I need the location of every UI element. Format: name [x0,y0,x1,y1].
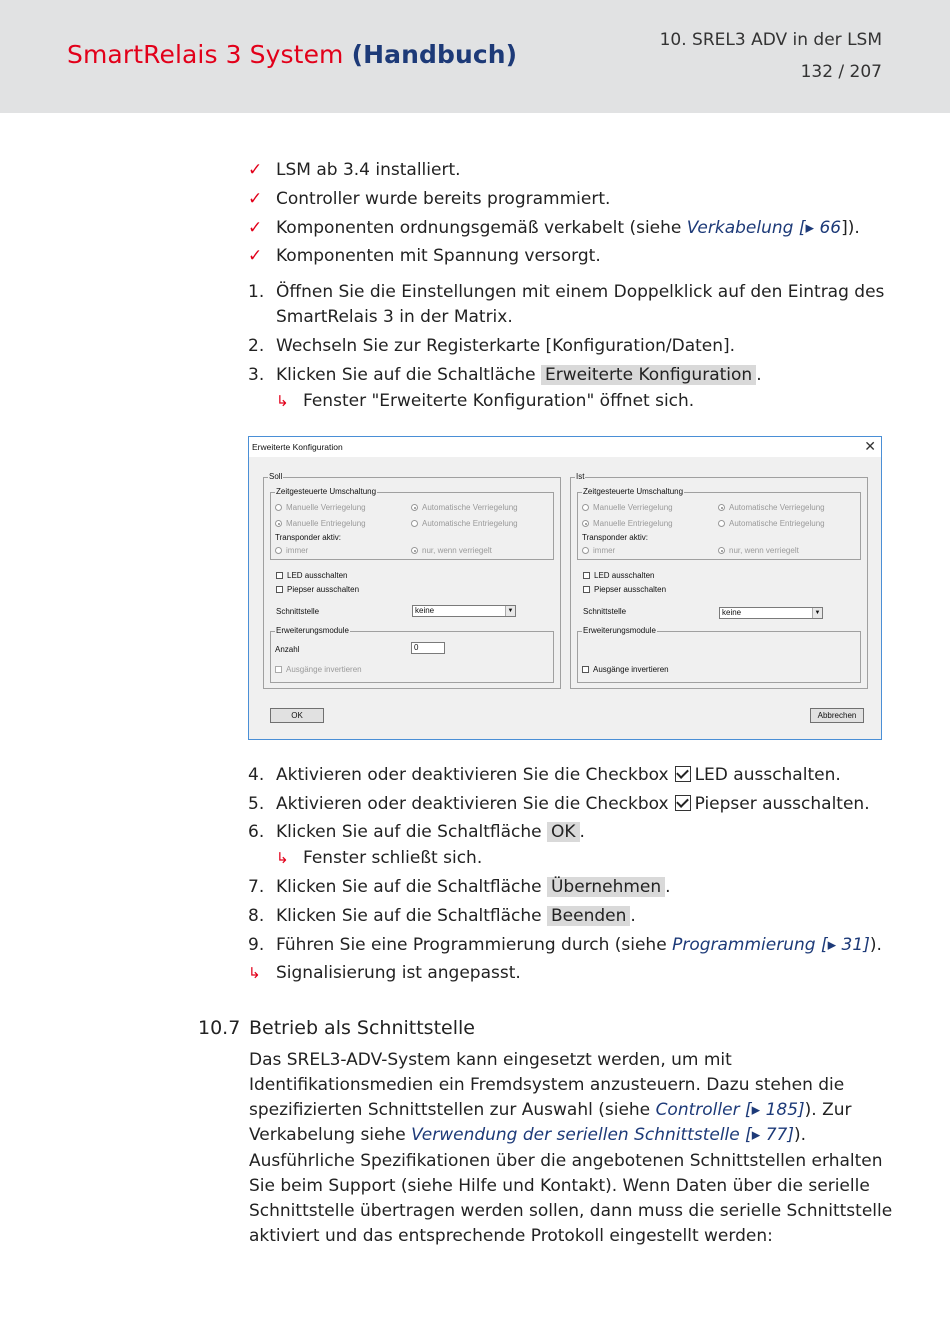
step-text [276,906,636,926]
step-text [276,935,882,955]
radio-icon [582,547,589,554]
step-number: 7. [248,877,265,897]
link-page: 66 [819,218,842,238]
paragraph-text: Verkabelung siehe [249,1125,412,1145]
link-page: 31 [841,935,864,955]
step-text-part: . [756,365,762,385]
paragraph-line [249,1100,852,1120]
radio-manuelle-verriegelung[interactable] [582,503,673,512]
chapter-title: 10. SREL3 ADV in der LSM [659,30,882,50]
schnittstelle-select[interactable] [719,607,823,619]
radio-label: Automatische Entriegelung [422,519,518,528]
radio-nur-wenn-verriegelt[interactable] [718,546,799,555]
radio-label: Manuelle Entriegelung [286,519,366,528]
radio-icon [718,504,725,511]
step-text-part: . [630,906,636,926]
group-erweiterungsmodule [270,626,554,683]
step-number: 8. [248,906,265,926]
checkbox-led-ausschalten[interactable] [276,571,347,580]
paragraph-line: Das SREL3-ADV-System kann eingesetzt werden, um mit [249,1050,732,1070]
radio-label: Manuelle Verriegelung [286,503,366,512]
checkbox-led-ausschalten[interactable] [583,571,654,580]
link-close: ] [863,935,870,955]
radio-manuelle-verriegelung[interactable] [275,503,366,512]
radio-immer[interactable] [275,546,308,555]
paragraph-line: aktiviert und das entsprechende Protokoll eingestellt werden: [249,1226,773,1246]
check-icon: ✓ [248,218,263,238]
paragraph-text: ). Zur [804,1100,852,1120]
group-label: Zeitgesteuerte Umschaltung [583,487,684,496]
radio-icon [275,520,282,527]
link-triangle-icon: ▸ [805,218,815,238]
result-arrow-icon: ↳ [276,849,289,867]
group-zeitgesteuert [270,487,554,560]
checkbox-icon [276,586,283,593]
radio-label: Automatische Verriegelung [422,503,518,512]
transponder-label: Transponder aktiv: [275,533,341,542]
radio-label: immer [593,546,616,555]
prerequisite-item: LSM ab 3.4 installiert. [276,160,461,180]
page-number: 132 / 207 [800,62,882,82]
checkbox-checked-icon [675,795,691,811]
link-close: ] [798,1100,805,1120]
link-text: Programmierung [ [672,935,828,955]
radio-label: Manuelle Entriegelung [593,519,673,528]
final-result: Signalisierung ist angepasst. [276,963,521,983]
checkbox-ausgaenge-invertieren[interactable] [582,665,669,674]
step-number: 5. [248,794,265,814]
check-icon: ✓ [248,189,263,209]
step-text-part: Klicken Sie auf die Schaltläche [276,365,541,385]
checkbox-icon [582,666,589,673]
checkbox-label: Piepser ausschalten [594,585,667,594]
step-number: 9. [248,935,265,955]
step-text-part: Piepser ausschalten. [694,794,870,814]
group-label: Ist [576,472,585,481]
paragraph-text: ). [794,1125,807,1145]
group-zeitgesteuert [577,487,861,560]
radio-icon [411,547,418,554]
radio-icon [275,547,282,554]
checkbox-icon [583,572,590,579]
anzahl-input[interactable]: 0 [411,642,445,654]
step-text-part: ). [869,935,882,955]
check-icon: ✓ [248,246,263,266]
checkbox-checked-icon [675,766,691,782]
step-text-part: Aktivieren oder deaktivieren Sie die Checkbox [276,765,669,785]
ui-label-beenden: Beenden [547,906,630,926]
step-text: Wechseln Sie zur Registerkarte [Konfiguration/Daten]. [276,336,736,356]
chevron-down-icon: ▼ [505,606,515,616]
radio-label: Automatische Verriegelung [729,503,825,512]
close-icon[interactable]: ✕ [864,438,876,454]
step-text: Öffnen Sie die Einstellungen mit einem Doppelklick auf den Eintrag des [276,282,885,302]
paragraph-line [249,1125,806,1145]
step-text [276,765,841,785]
link-text: Verkabelung [ [686,218,806,238]
radio-icon [582,520,589,527]
group-erweiterungsmodule [577,626,861,683]
result-arrow-icon: ↳ [276,392,289,410]
checkbox-icon [275,666,282,673]
checkbox-label: Ausgänge invertieren [286,665,362,674]
chevron-down-icon: ▼ [812,608,822,618]
radio-label: immer [286,546,309,555]
prerequisite-item: Controller wurde bereits programmiert. [276,189,611,209]
radio-icon [275,504,282,511]
link-text: Verwendung der seriellen Schnittstelle [ [411,1125,752,1145]
radio-label: nur, wenn verriegelt [422,546,492,555]
prerequisite-item [276,218,860,238]
page-header [0,0,950,113]
link-triangle-icon: ▸ [751,1125,761,1145]
step-text-part: Klicken Sie auf die Schaltfläche [276,822,547,842]
step-result: Fenster "Erweiterte Konfiguration" öffnet sich. [303,391,695,411]
link-programmierung[interactable] [672,935,870,955]
anzahl-label: Anzahl [275,645,300,654]
checkbox-label: LED ausschalten [594,571,655,580]
schnittstelle-label: Schnittstelle [276,607,320,616]
radio-manuelle-entriegelung[interactable] [582,519,673,528]
step-text: SmartRelais 3 in der Matrix. [276,307,513,327]
step-text [276,877,671,897]
radio-label: Manuelle Verriegelung [593,503,673,512]
group-label: Zeitgesteuerte Umschaltung [276,487,377,496]
abbrechen-button[interactable]: Abbrechen [810,708,864,723]
paragraph-text: spezifizierten Schnittstellen zur Auswahl (siehe [249,1100,656,1120]
schnittstelle-select[interactable] [412,605,516,617]
link-close: ] [787,1125,794,1145]
checkbox-label: Ausgänge invertieren [593,665,669,674]
step-text-part: Aktivieren oder deaktivieren Sie die Checkbox [276,794,669,814]
checkbox-ausgaenge-invertieren[interactable] [275,665,362,674]
radio-icon [718,520,725,527]
step-text-part: Führen Sie eine Programmierung durch (siehe [276,935,673,955]
paragraph-line: Schnittstelle übertragen werden sollen, dann muss die serielle Schnittstelle [249,1201,893,1221]
paragraph-line: Identifikationsmedien ein Fremdsystem anzusteuern. Dazu stehen die [249,1075,845,1095]
select-value: keine [415,606,435,615]
link-close: ]). [841,218,860,238]
radio-immer[interactable] [582,546,615,555]
ui-label-erweiterte-konfiguration: Erweiterte Konfiguration [541,365,756,385]
transponder-label: Transponder aktiv: [582,533,648,542]
group-label: Soll [269,472,283,481]
step-text-part: . [665,877,671,897]
link-triangle-icon: ▸ [827,935,837,955]
step-result: Fenster schließt sich. [303,848,483,868]
radio-icon [411,504,418,511]
paragraph-line: Ausführliche Spezifikationen über die angebotenen Schnittstellen erhalten [249,1151,883,1171]
link-page: 77 [765,1125,788,1145]
brand-title [67,40,517,69]
dialog-title: Erweiterte Konfiguration [252,442,343,452]
ui-label-ok: OK [547,822,580,842]
step-text-part: . [579,822,585,842]
radio-label: nur, wenn verriegelt [729,546,799,555]
prerequisite-text: Komponenten ordnungsgemäß verkabelt (siehe [276,218,687,238]
link-controller[interactable] [656,1100,805,1120]
step-number: 4. [248,765,265,785]
step-text [276,794,870,814]
checkbox-label: LED ausschalten [287,571,348,580]
step-text-part: LED ausschalten. [694,765,841,785]
link-page: 185 [765,1100,799,1120]
radio-icon [718,547,725,554]
radio-automatische-entriegelung[interactable] [718,519,825,528]
step-number: 1. [248,282,265,302]
radio-icon [411,520,418,527]
prerequisite-item: Komponenten mit Spannung versorgt. [276,246,601,266]
schnittstelle-label: Schnittstelle [583,607,627,616]
check-icon: ✓ [248,160,263,180]
step-text [276,365,762,385]
checkbox-icon [276,572,283,579]
radio-manuelle-entriegelung[interactable] [275,519,366,528]
step-text [276,822,585,842]
section-number: 10.7 [198,1017,241,1039]
radio-automatische-entriegelung[interactable] [411,519,518,528]
link-verkabelung[interactable] [687,218,841,238]
radio-icon [582,504,589,511]
radio-automatische-verriegelung[interactable] [411,503,518,512]
radio-nur-wenn-verriegelt[interactable] [411,546,492,555]
dialog-titlebar [249,437,881,457]
checkbox-icon [583,586,590,593]
ui-label-uebernehmen: Übernehmen [547,877,665,897]
step-number: 3. [248,365,265,385]
checkbox-piepser-ausschalten[interactable] [276,585,359,594]
radio-automatische-verriegelung[interactable] [718,503,825,512]
step-number: 2. [248,336,265,356]
brand-subtitle: (Handbuch) [351,40,518,69]
brand-name: SmartRelais 3 System [67,40,344,69]
step-text-part: Klicken Sie auf die Schaltfläche [276,877,547,897]
link-triangle-icon: ▸ [751,1100,761,1120]
checkbox-piepser-ausschalten[interactable] [583,585,666,594]
link-text: Controller [ [655,1100,752,1120]
checkbox-label: Piepser ausschalten [287,585,360,594]
group-label: Erweiterungsmodule [276,626,349,635]
ok-button[interactable]: OK [270,708,324,723]
radio-label: Automatische Entriegelung [729,519,825,528]
step-text-part: Klicken Sie auf die Schaltfläche [276,906,547,926]
link-serielle-schnittstelle[interactable] [411,1125,794,1145]
step-number: 6. [248,822,265,842]
group-ist [570,472,868,689]
group-label: Erweiterungsmodule [583,626,656,635]
dialog-screenshot [248,436,882,740]
select-value: keine [722,608,742,617]
group-soll [263,472,561,689]
result-arrow-icon: ↳ [248,964,261,982]
paragraph-line: Sie beim Support (siehe Hilfe und Kontakt). Wenn Daten über die serielle [249,1176,870,1196]
section-title: Betrieb als Schnittstelle [249,1017,475,1039]
